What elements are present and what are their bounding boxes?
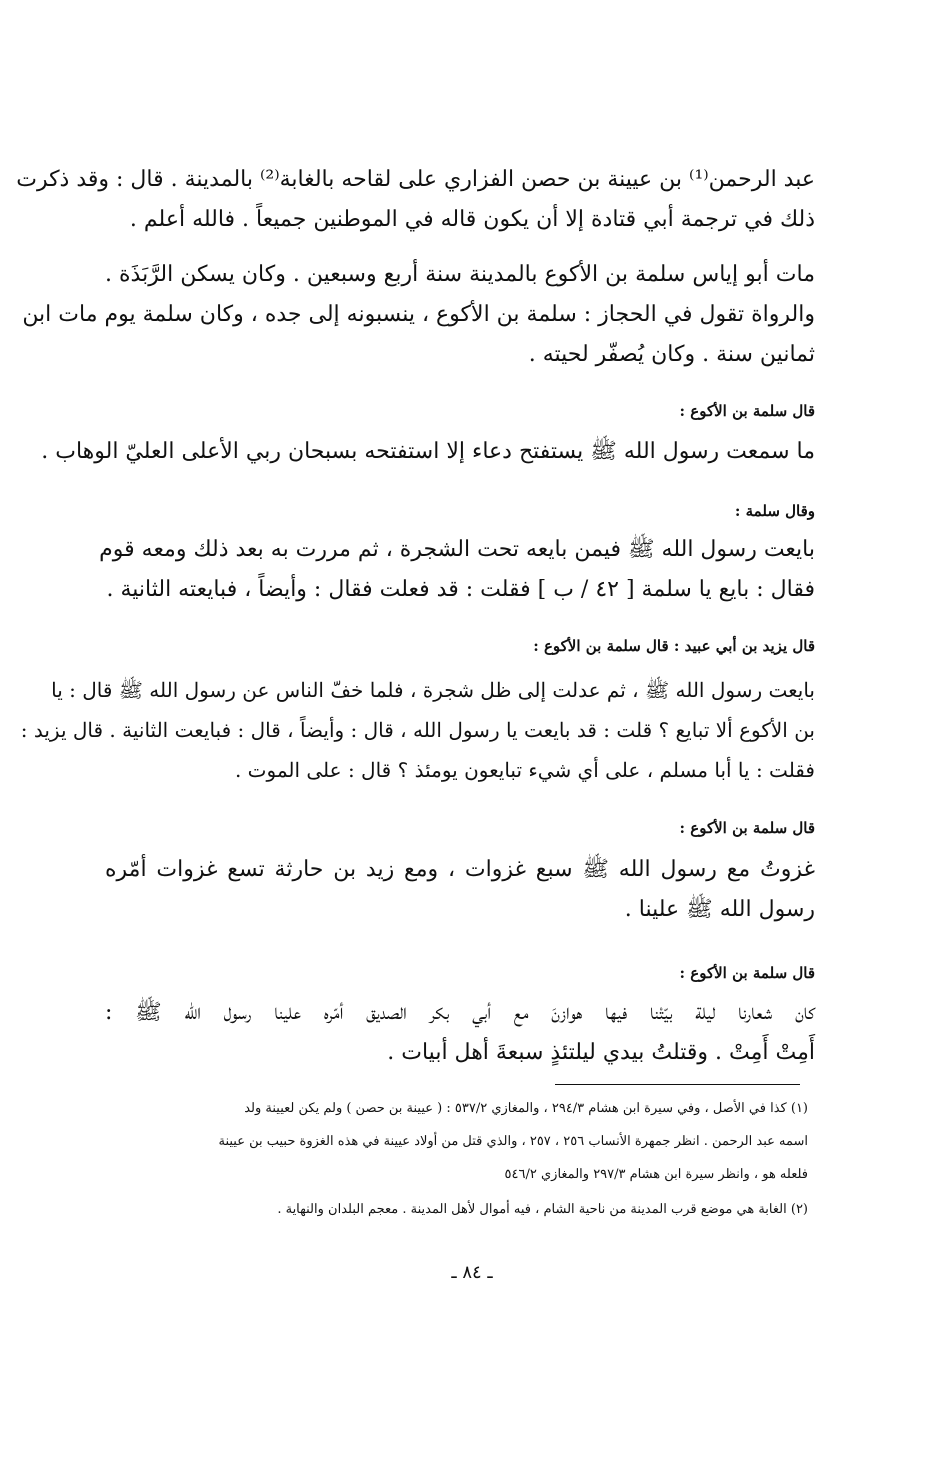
text-line: فقلت : يا أبا مسلم ، على أي شيء تبايعون يومئذ ؟ قال : على الموت .	[234, 758, 815, 782]
text-line: غزوتُ مع رسول الله ﷺ سبع غزوات ، ومع زيد بن حارثة تسع غزوات أمّره	[105, 857, 815, 882]
text-line: ذلك في ترجمة أبي قتادة إلا أن يكون قاله في الموطنين جميعاً . فالله أعلم .	[129, 207, 815, 232]
paragraph-6	[105, 850, 815, 930]
paragraph-3	[41, 432, 815, 472]
text-line: أَمِتْ أَمِتْ . وقتلتُ بيدي ليلتئذٍ سبعةَ أهل أبيات .	[387, 1040, 815, 1065]
paragraph-1	[16, 160, 815, 240]
section-heading: وقال سلمة :	[734, 502, 815, 520]
text-line: كان شعارنا ليلة بيّتْنا فيها هوازنَ مع أبي بكر الصديق أمّره علينا رسول الله ﷺ :	[105, 1000, 815, 1025]
text-line: بايعت رسول الله ﷺ فيمن بايعه تحت الشجرة ، ثم مررت به بعد ذلك ومعه قوم	[99, 537, 815, 562]
footnote-line: (٢) الغابة هي موضع قرب المدينة من ناحية الشام ، فيه أموال لأهل المدينة . معجم البلدان والنهاية .	[277, 1202, 808, 1217]
text-line: بايعت رسول الله ﷺ ، ثم عدلت إلى ظل شجرة ، فلما خفّ الناس عن رسول الله ﷺ قال : يا	[51, 678, 815, 702]
heading-5	[105, 960, 815, 986]
text-line: فقال : بايع يا سلمة [ ٤٢ / ب ] فقلت : قد فعلت فقال : وأيضاً ، فبايعته الثانية .	[106, 577, 815, 602]
text-line: عبد الرحمن⁽¹⁾ بن عيينة بن حصن الفزاري على لقاحه بالغابة⁽²⁾ بالمدينة . قال : وقد ذكرت	[16, 167, 815, 192]
section-heading: قال سلمة بن الأكوع :	[679, 964, 815, 982]
text-line: والرواة تقول في الحجاز : سلمة بن الأكوع ، ينسبونه إلى جده ، وكان سلمة يوم مات ابن	[22, 302, 815, 327]
heading-3	[105, 633, 815, 659]
paragraph-4	[99, 530, 815, 610]
section-heading: قال يزيد بن أبي عبيد : قال سلمة بن الأكوع :	[533, 637, 815, 655]
heading-4	[105, 815, 815, 841]
text-line: بن الأكوع ألا تبايع ؟ قلت : قد بايعت يا رسول الله ، قال : وأيضاً ، قال : فبايعت الثانية . قال يزيد :	[20, 718, 815, 742]
paragraph-7	[105, 993, 815, 1073]
footnote-line: فلعله هو ، وانظر سيرة ابن هشام ٢٩٧/٣ والمغازي ٥٤٦/٢	[504, 1167, 808, 1182]
text-line: مات أبو إياس سلمة بن الأكوع بالمدينة سنة أربع وسبعين . وكان يسكن الرَّبَذَة .	[105, 262, 815, 287]
text-line: ما سمعت رسول الله ﷺ يستفتح دعاء إلا استفتحه بسبحان ربي الأعلى العليّ الوهاب .	[41, 439, 815, 464]
paragraph-2	[22, 255, 815, 375]
footnote-separator	[555, 1084, 800, 1085]
section-heading: قال سلمة بن الأكوع :	[679, 402, 815, 420]
footnote-2	[108, 1193, 808, 1226]
section-heading: قال سلمة بن الأكوع :	[679, 819, 815, 837]
footnote-line: اسمه عبد الرحمن . انظر جمهرة الأنساب ٢٥٦ ، ٢٥٧ ، والذي قتل من أولاد عيينة في هذه الغزوة حبيب بن عيينة	[218, 1134, 808, 1149]
footnote-1	[108, 1092, 808, 1191]
heading-1	[105, 398, 815, 424]
paragraph-5	[20, 670, 815, 790]
text-line: رسول الله ﷺ علينا .	[624, 897, 815, 922]
page-number: ـ ٨٤ ـ	[451, 1262, 493, 1283]
heading-2	[105, 498, 815, 524]
footnote-line: (١) كذا في الأصل ، وفي سيرة ابن هشام ٢٩٤/٣ ، والمغازي ٥٣٧/٢ : ( عيينة بن حصن ) ولم يكن لعيينة ولد	[244, 1101, 808, 1116]
text-line: ثمانين سنة . وكان يُصفّر لحيته .	[528, 342, 815, 367]
